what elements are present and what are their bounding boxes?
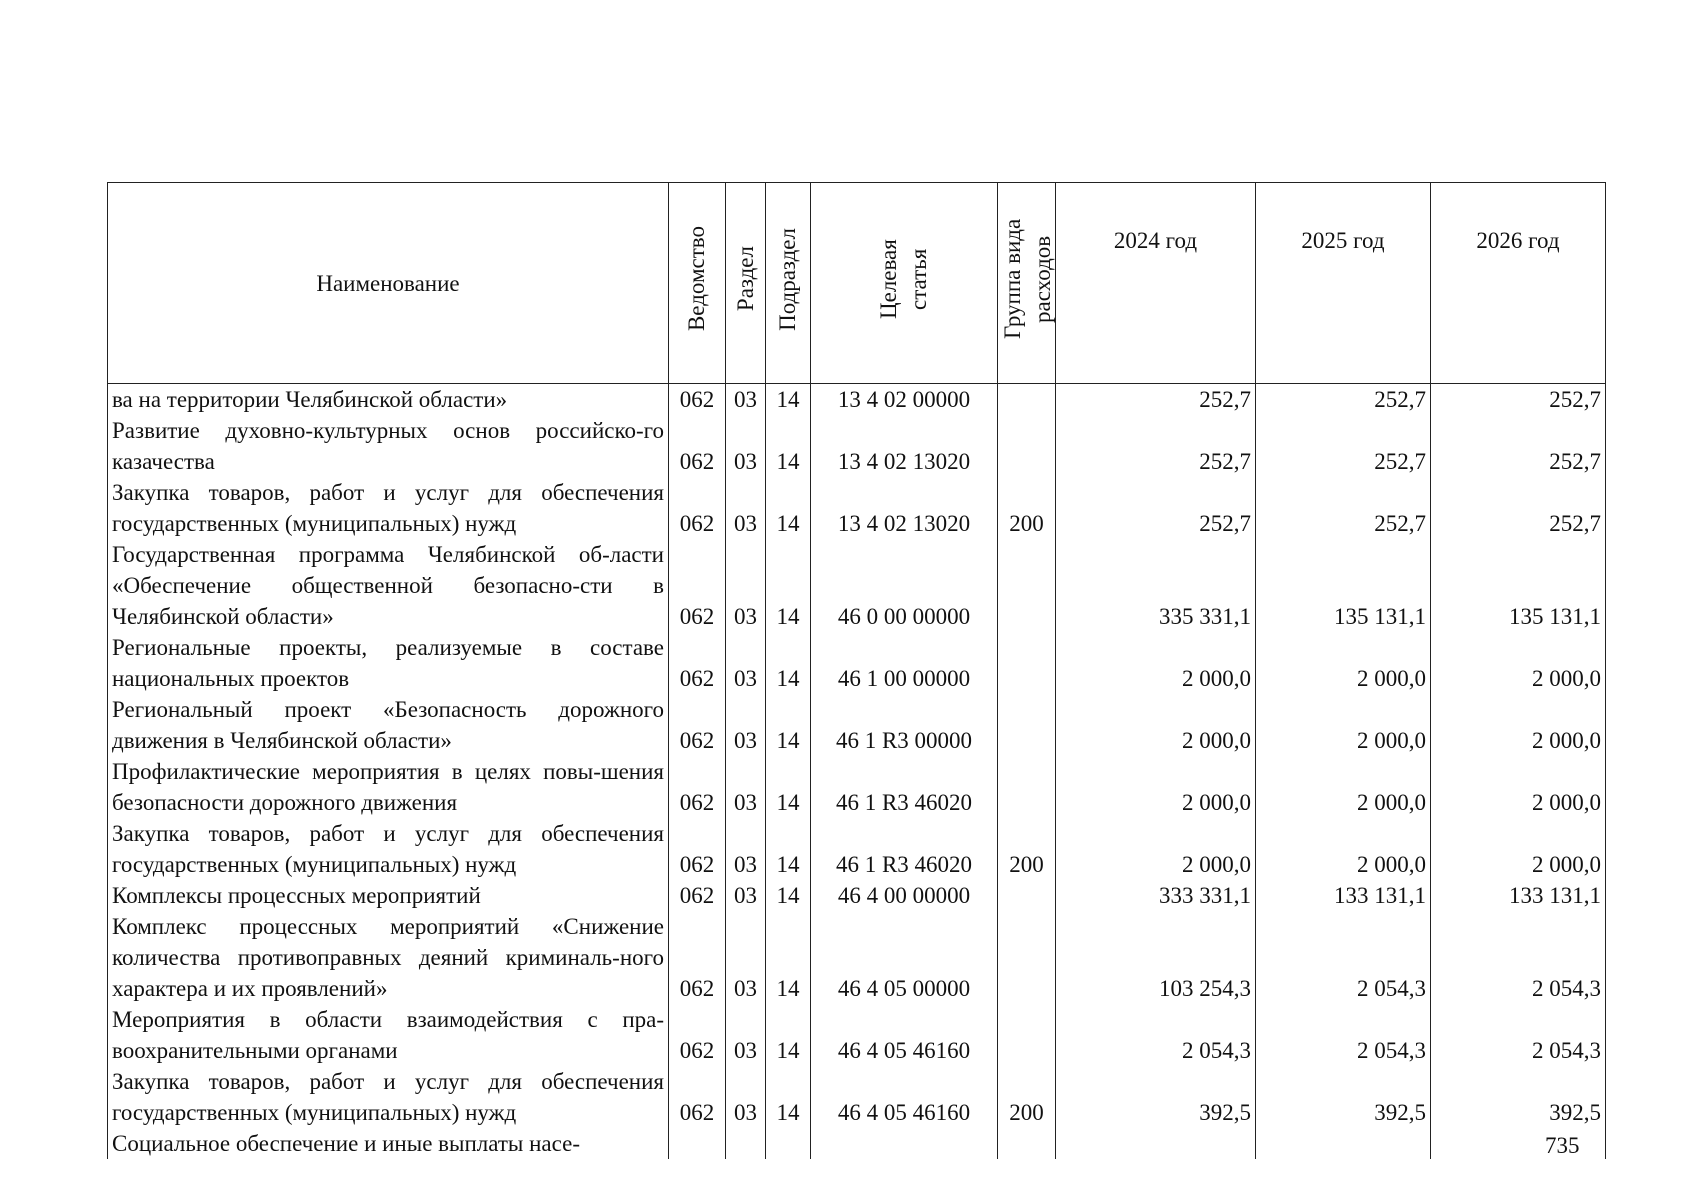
row-subsection: 14 xyxy=(766,384,811,416)
row-name: Профилактические мероприятия в целях повы-шения безопасности дорожного движения xyxy=(108,756,669,818)
row-name: Государственная программа Челябинской об-ласти «Обеспечение общественной безопасно-сти в Челябинской области» xyxy=(108,539,669,632)
row-expense-group xyxy=(998,415,1056,477)
table-row xyxy=(108,818,1606,880)
row-target-article: 46 1 00 00000 xyxy=(811,632,998,694)
row-amount-2025: 2 000,0 xyxy=(1256,756,1431,818)
row-department: 062 xyxy=(669,756,726,818)
row-amount-2025: 2 000,0 xyxy=(1256,632,1431,694)
budget-table xyxy=(107,182,1606,1159)
row-amount-2025: 2 000,0 xyxy=(1256,694,1431,756)
row-amount-2025: 2 054,3 xyxy=(1256,911,1431,1004)
row-subsection: 14 xyxy=(766,911,811,1004)
row-name: ва на территории Челябинской области» xyxy=(108,384,669,416)
row-section: 03 xyxy=(726,384,766,416)
row-name: Комплекс процессных мероприятий «Снижение количества противоправных деяний криминаль-ного характера и их проявлений» xyxy=(108,911,669,1004)
row-amount-2025: 252,7 xyxy=(1256,415,1431,477)
table-row xyxy=(108,694,1606,756)
row-amount-2026: 2 054,3 xyxy=(1431,1004,1606,1066)
row-amount-2024: 392,5 xyxy=(1056,1066,1256,1128)
header-row xyxy=(108,183,1606,384)
row-subsection: 14 xyxy=(766,694,811,756)
row-amount-2026: 2 054,3 xyxy=(1431,911,1606,1004)
row-amount-2025: 252,7 xyxy=(1256,384,1431,416)
row-department: 062 xyxy=(669,384,726,416)
row-amount-2024: 103 254,3 xyxy=(1056,911,1256,1004)
row-name: Социальное обеспечение и иные выплаты насе- xyxy=(108,1128,669,1159)
row-department: 062 xyxy=(669,818,726,880)
row-expense-group xyxy=(998,1004,1056,1066)
row-name: Мероприятия в области взаимодействия с пра-воохранительными органами xyxy=(108,1004,669,1066)
row-expense-group xyxy=(998,911,1056,1004)
row-amount-2026: 133 131,1 xyxy=(1431,880,1606,911)
row-department: 062 xyxy=(669,1004,726,1066)
row-amount-2024: 2 000,0 xyxy=(1056,694,1256,756)
row-amount-2026: 252,7 xyxy=(1431,384,1606,416)
header-year-2026: 2026 год xyxy=(1431,183,1606,384)
row-expense-group: 200 xyxy=(998,818,1056,880)
page-number: 735 xyxy=(1545,1133,1580,1158)
table-row xyxy=(108,632,1606,694)
row-expense-group xyxy=(998,1128,1056,1159)
row-expense-group: 200 xyxy=(998,477,1056,539)
row-amount-2024: 2 054,3 xyxy=(1056,1004,1256,1066)
row-subsection: 14 xyxy=(766,415,811,477)
row-section: 03 xyxy=(726,880,766,911)
row-subsection: 14 xyxy=(766,756,811,818)
row-target-article: 46 4 05 46160 xyxy=(811,1066,998,1128)
row-section: 03 xyxy=(726,632,766,694)
row-department xyxy=(669,1128,726,1159)
row-amount-2026: 252,7 xyxy=(1431,415,1606,477)
row-amount-2024: 252,7 xyxy=(1056,415,1256,477)
row-section: 03 xyxy=(726,818,766,880)
row-amount-2025: 392,5 xyxy=(1256,1066,1431,1128)
row-name: Закупка товаров, работ и услуг для обеспечения государственных (муниципальных) нужд xyxy=(108,477,669,539)
row-amount-2025: 135 131,1 xyxy=(1256,539,1431,632)
row-target-article: 46 1 R3 46020 xyxy=(811,818,998,880)
row-amount-2025 xyxy=(1256,1128,1431,1159)
row-subsection xyxy=(766,1128,811,1159)
row-amount-2024: 335 331,1 xyxy=(1056,539,1256,632)
header-subsection: Подраздел xyxy=(766,183,811,384)
row-target-article: 46 1 R3 46020 xyxy=(811,756,998,818)
row-name: Комплексы процессных мероприятий xyxy=(108,880,669,911)
header-year-2024: 2024 год xyxy=(1056,183,1256,384)
row-section: 03 xyxy=(726,756,766,818)
row-name: Региональный проект «Безопасность дорожного движения в Челябинской области» xyxy=(108,694,669,756)
row-amount-2025: 2 000,0 xyxy=(1256,818,1431,880)
row-department: 062 xyxy=(669,1066,726,1128)
row-department: 062 xyxy=(669,539,726,632)
row-amount-2026: 252,7 xyxy=(1431,477,1606,539)
row-subsection: 14 xyxy=(766,1066,811,1128)
row-department: 062 xyxy=(669,415,726,477)
row-amount-2026: 2 000,0 xyxy=(1431,756,1606,818)
row-section: 03 xyxy=(726,415,766,477)
table-row xyxy=(108,1066,1606,1128)
table-row xyxy=(108,1128,1606,1159)
table-row xyxy=(108,415,1606,477)
row-department: 062 xyxy=(669,477,726,539)
row-target-article: 13 4 02 13020 xyxy=(811,415,998,477)
row-expense-group xyxy=(998,756,1056,818)
row-target-article: 46 1 R3 00000 xyxy=(811,694,998,756)
row-subsection: 14 xyxy=(766,818,811,880)
row-target-article: 46 4 05 00000 xyxy=(811,911,998,1004)
header-target-article: Целевая статья xyxy=(811,183,998,384)
row-section: 03 xyxy=(726,539,766,632)
row-name: Региональные проекты, реализуемые в составе национальных проектов xyxy=(108,632,669,694)
row-section: 03 xyxy=(726,1066,766,1128)
row-name: Закупка товаров, работ и услуг для обеспечения государственных (муниципальных) нужд xyxy=(108,1066,669,1128)
table-row xyxy=(108,1004,1606,1066)
row-target-article: 46 4 05 46160 xyxy=(811,1004,998,1066)
header-department: Ведомство xyxy=(669,183,726,384)
row-expense-group xyxy=(998,384,1056,416)
row-name: Закупка товаров, работ и услуг для обеспечения государственных (муниципальных) нужд xyxy=(108,818,669,880)
row-department: 062 xyxy=(669,694,726,756)
row-department: 062 xyxy=(669,632,726,694)
row-amount-2024: 252,7 xyxy=(1056,384,1256,416)
table-row xyxy=(108,539,1606,632)
row-target-article: 13 4 02 13020 xyxy=(811,477,998,539)
row-expense-group xyxy=(998,539,1056,632)
table-row xyxy=(108,756,1606,818)
header-year-2025: 2025 год xyxy=(1256,183,1431,384)
row-section: 03 xyxy=(726,1004,766,1066)
row-department: 062 xyxy=(669,880,726,911)
row-subsection: 14 xyxy=(766,539,811,632)
row-amount-2025: 133 131,1 xyxy=(1256,880,1431,911)
row-subsection: 14 xyxy=(766,632,811,694)
row-amount-2026: 2 000,0 xyxy=(1431,694,1606,756)
table-body xyxy=(108,384,1606,1160)
table-row xyxy=(108,477,1606,539)
row-section xyxy=(726,1128,766,1159)
row-subsection: 14 xyxy=(766,477,811,539)
header-section: Раздел xyxy=(726,183,766,384)
row-section: 03 xyxy=(726,477,766,539)
row-target-article: 46 4 00 00000 xyxy=(811,880,998,911)
row-section: 03 xyxy=(726,911,766,1004)
row-target-article xyxy=(811,1128,998,1159)
row-amount-2026: 135 131,1 xyxy=(1431,539,1606,632)
row-amount-2024 xyxy=(1056,1128,1256,1159)
row-amount-2026: 2 000,0 xyxy=(1431,632,1606,694)
header-name: Наименование xyxy=(108,183,669,384)
row-department: 062 xyxy=(669,911,726,1004)
table-row xyxy=(108,880,1606,911)
row-subsection: 14 xyxy=(766,1004,811,1066)
row-amount-2024: 2 000,0 xyxy=(1056,756,1256,818)
row-expense-group: 200 xyxy=(998,1066,1056,1128)
row-amount-2025: 252,7 xyxy=(1256,477,1431,539)
row-expense-group xyxy=(998,632,1056,694)
row-amount-2024: 2 000,0 xyxy=(1056,818,1256,880)
row-name: Развитие духовно-культурных основ российско-го казачества xyxy=(108,415,669,477)
row-section: 03 xyxy=(726,694,766,756)
row-amount-2026: 2 000,0 xyxy=(1431,818,1606,880)
row-subsection: 14 xyxy=(766,880,811,911)
row-amount-2024: 333 331,1 xyxy=(1056,880,1256,911)
row-target-article: 13 4 02 00000 xyxy=(811,384,998,416)
row-amount-2026: 392,5 xyxy=(1431,1066,1606,1128)
row-expense-group xyxy=(998,694,1056,756)
table-row xyxy=(108,911,1606,1004)
row-target-article: 46 0 00 00000 xyxy=(811,539,998,632)
table-row xyxy=(108,384,1606,416)
row-amount-2025: 2 054,3 xyxy=(1256,1004,1431,1066)
row-expense-group xyxy=(998,880,1056,911)
row-amount-2024: 2 000,0 xyxy=(1056,632,1256,694)
row-amount-2024: 252,7 xyxy=(1056,477,1256,539)
header-expense-group: Группа вида расходов xyxy=(998,183,1056,384)
